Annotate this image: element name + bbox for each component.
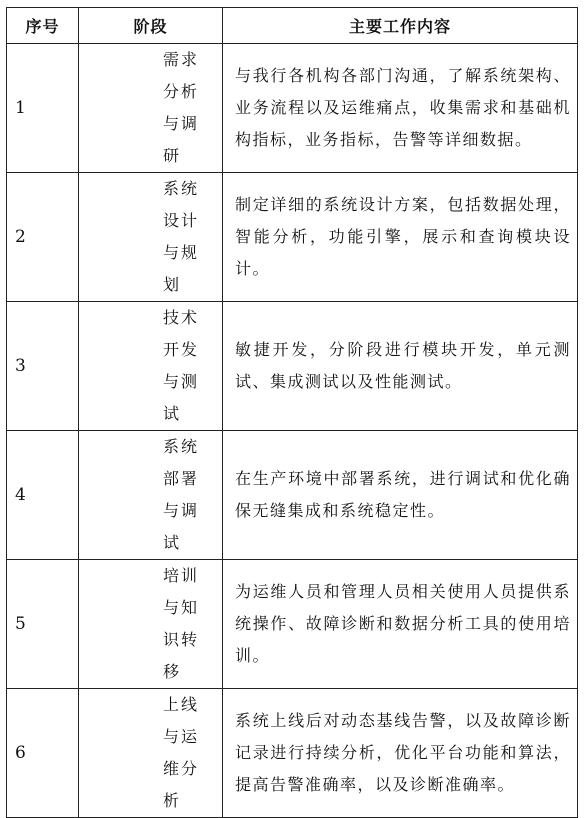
row-content: 与我行各机构各部门沟通，了解系统架构、业务流程以及运维痛点，收集需求和基础机构指标，业务指标，告警等详细数据。	[223, 44, 578, 173]
phase-text: 技术开发与测试	[163, 308, 200, 423]
header-no: 序号	[7, 8, 79, 44]
phase-text: 培训与知识转移	[163, 566, 200, 681]
table-row	[7, 431, 578, 560]
row-number: 6	[7, 689, 79, 818]
row-number: 3	[7, 302, 79, 431]
row-phase	[79, 302, 223, 431]
row-number: 1	[7, 44, 79, 173]
header-phase: 阶段	[79, 8, 223, 44]
row-phase	[79, 431, 223, 560]
phase-text: 系统设计与规划	[163, 179, 200, 294]
row-content: 系统上线后对动态基线告警，以及故障诊断记录进行持续分析，优化平台功能和算法，提高告警准确率，以及诊断准确率。	[223, 689, 578, 818]
phase-text: 系统部署与调试	[163, 437, 200, 552]
header-content: 主要工作内容	[223, 8, 578, 44]
work-plan-table	[6, 7, 578, 818]
row-content: 为运维人员和管理人员相关使用人员提供系统操作、故障诊断和数据分析工具的使用培训。	[223, 560, 578, 689]
table-row	[7, 689, 578, 818]
table-row	[7, 44, 578, 173]
table-row	[7, 173, 578, 302]
table-header	[7, 8, 578, 44]
row-phase	[79, 560, 223, 689]
phase-text: 需求分析与调研	[163, 50, 200, 165]
table-row	[7, 302, 578, 431]
row-content: 敏捷开发，分阶段进行模块开发，单元测试、集成测试以及性能测试。	[223, 302, 578, 431]
row-number: 5	[7, 560, 79, 689]
row-number: 4	[7, 431, 79, 560]
table-body	[7, 44, 578, 818]
phase-text: 上线与运维分析	[163, 695, 200, 810]
row-number: 2	[7, 173, 79, 302]
row-content: 制定详细的系统设计方案，包括数据处理，智能分析，功能引擎，展示和查询模块设计。	[223, 173, 578, 302]
header-row	[7, 8, 578, 44]
row-phase	[79, 44, 223, 173]
row-phase	[79, 689, 223, 818]
row-phase	[79, 173, 223, 302]
document-page	[6, 7, 577, 818]
row-content: 在生产环境中部署系统，进行调试和优化确保无缝集成和系统稳定性。	[223, 431, 578, 560]
table-row	[7, 560, 578, 689]
